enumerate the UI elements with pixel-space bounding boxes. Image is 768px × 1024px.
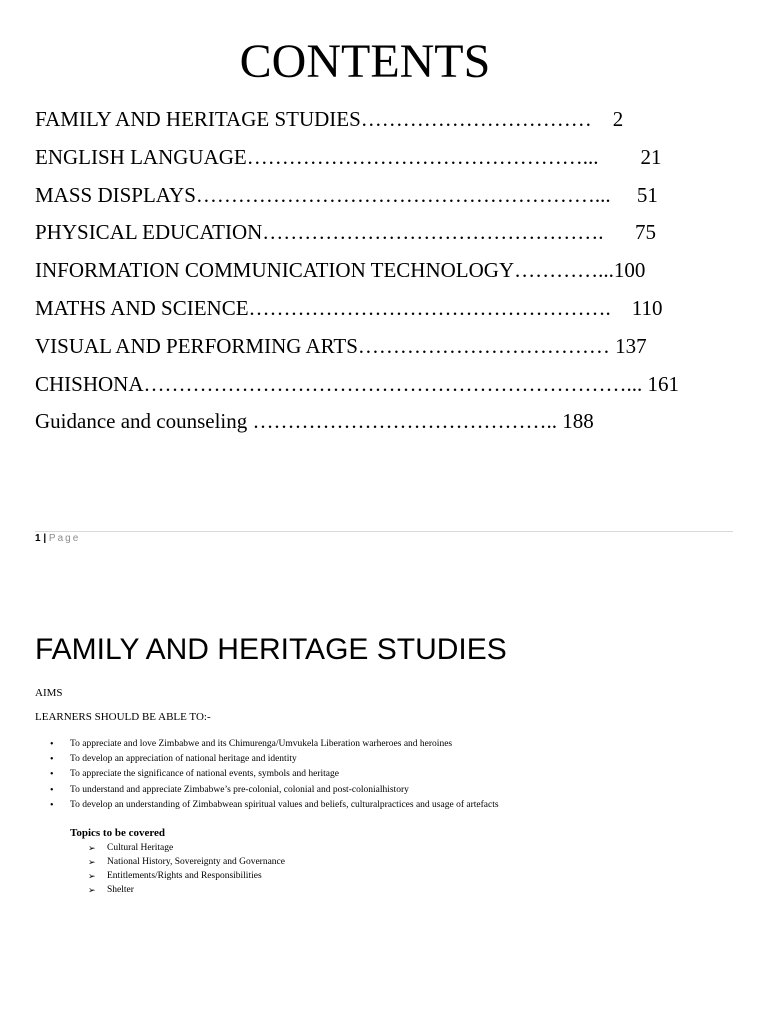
list-item	[88, 856, 285, 870]
toc-entry: FAMILY AND HERITAGE STUDIES…………………………… 2	[35, 107, 624, 131]
list-item	[50, 784, 499, 799]
aim-text: To understand and appreciate Zimbabwe’s pre-colonial, colonial and post-colonialhistory	[70, 784, 409, 795]
arrow-bullet-icon: ➢	[88, 871, 96, 881]
page-number: 1	[35, 533, 41, 544]
bullet-icon: •	[50, 769, 54, 781]
aims-label: AIMS	[35, 687, 63, 699]
aims-list	[50, 738, 499, 814]
arrow-bullet-icon: ➢	[88, 885, 96, 895]
toc-entry: MASS DISPLAYS…………………………………………………... 51	[35, 182, 658, 207]
topic-text: Cultural Heritage	[107, 843, 174, 853]
arrow-bullet-icon: ➢	[88, 843, 96, 853]
learners-label: LEARNERS SHOULD BE ABLE TO:-	[35, 711, 211, 723]
toc-entry: Guidance and counseling …………………………………….. 188	[35, 409, 594, 434]
bullet-icon: •	[50, 754, 54, 766]
list-item	[88, 870, 285, 884]
contents-title: CONTENTS	[239, 35, 491, 88]
topic-text: National History, Sovereignty and Governance	[107, 857, 285, 867]
aim-text: To develop an understanding of Zimbabwean spiritual values and beliefs, culturalpractices and usage of artefacts	[70, 799, 499, 810]
toc-entry: VISUAL AND PERFORMING ARTS……………………………… 137	[35, 333, 647, 358]
list-item	[50, 768, 499, 783]
topic-text: Shelter	[107, 885, 134, 895]
list-item	[50, 753, 499, 768]
toc-entry: PHYSICAL EDUCATION…………………………………………. 75	[35, 220, 657, 245]
aim-text: To appreciate and love Zimbabwe and its Chimurenga/Umvukela Liberation warheroes and heroines	[70, 739, 453, 749]
topic-text: Entitlements/Rights and Responsibilities	[107, 871, 262, 881]
page-footer	[35, 533, 80, 545]
aim-text: To appreciate the significance of national events, symbols and heritage	[70, 769, 339, 780]
toc-entry: ENGLISH LANGUAGE…………………………………………... 21	[35, 144, 662, 169]
aim-text: To develop an appreciation of national heritage and identity	[70, 754, 297, 765]
bullet-icon: •	[50, 739, 54, 750]
section-title: FAMILY AND HERITAGE STUDIES	[35, 633, 507, 666]
list-item	[50, 738, 499, 753]
footer-divider	[35, 531, 733, 532]
list-item	[88, 842, 285, 856]
list-item	[88, 884, 285, 898]
toc-entry: MATHS AND SCIENCE……………………………………………. 110	[35, 295, 663, 320]
list-item	[50, 799, 499, 814]
page-label: Page	[48, 533, 81, 544]
toc-entry: INFORMATION COMMUNICATION TECHNOLOGY…………...100	[35, 258, 646, 283]
bullet-icon: •	[50, 799, 54, 811]
bullet-icon: •	[50, 784, 54, 796]
topics-list	[88, 842, 285, 898]
toc-entry: CHISHONA……………………………………………………………... 161	[35, 371, 680, 396]
table-of-contents	[35, 104, 679, 444]
arrow-bullet-icon: ➢	[88, 857, 96, 867]
footer-separator: |	[40, 533, 49, 544]
topics-heading: Topics to be covered	[70, 827, 166, 839]
